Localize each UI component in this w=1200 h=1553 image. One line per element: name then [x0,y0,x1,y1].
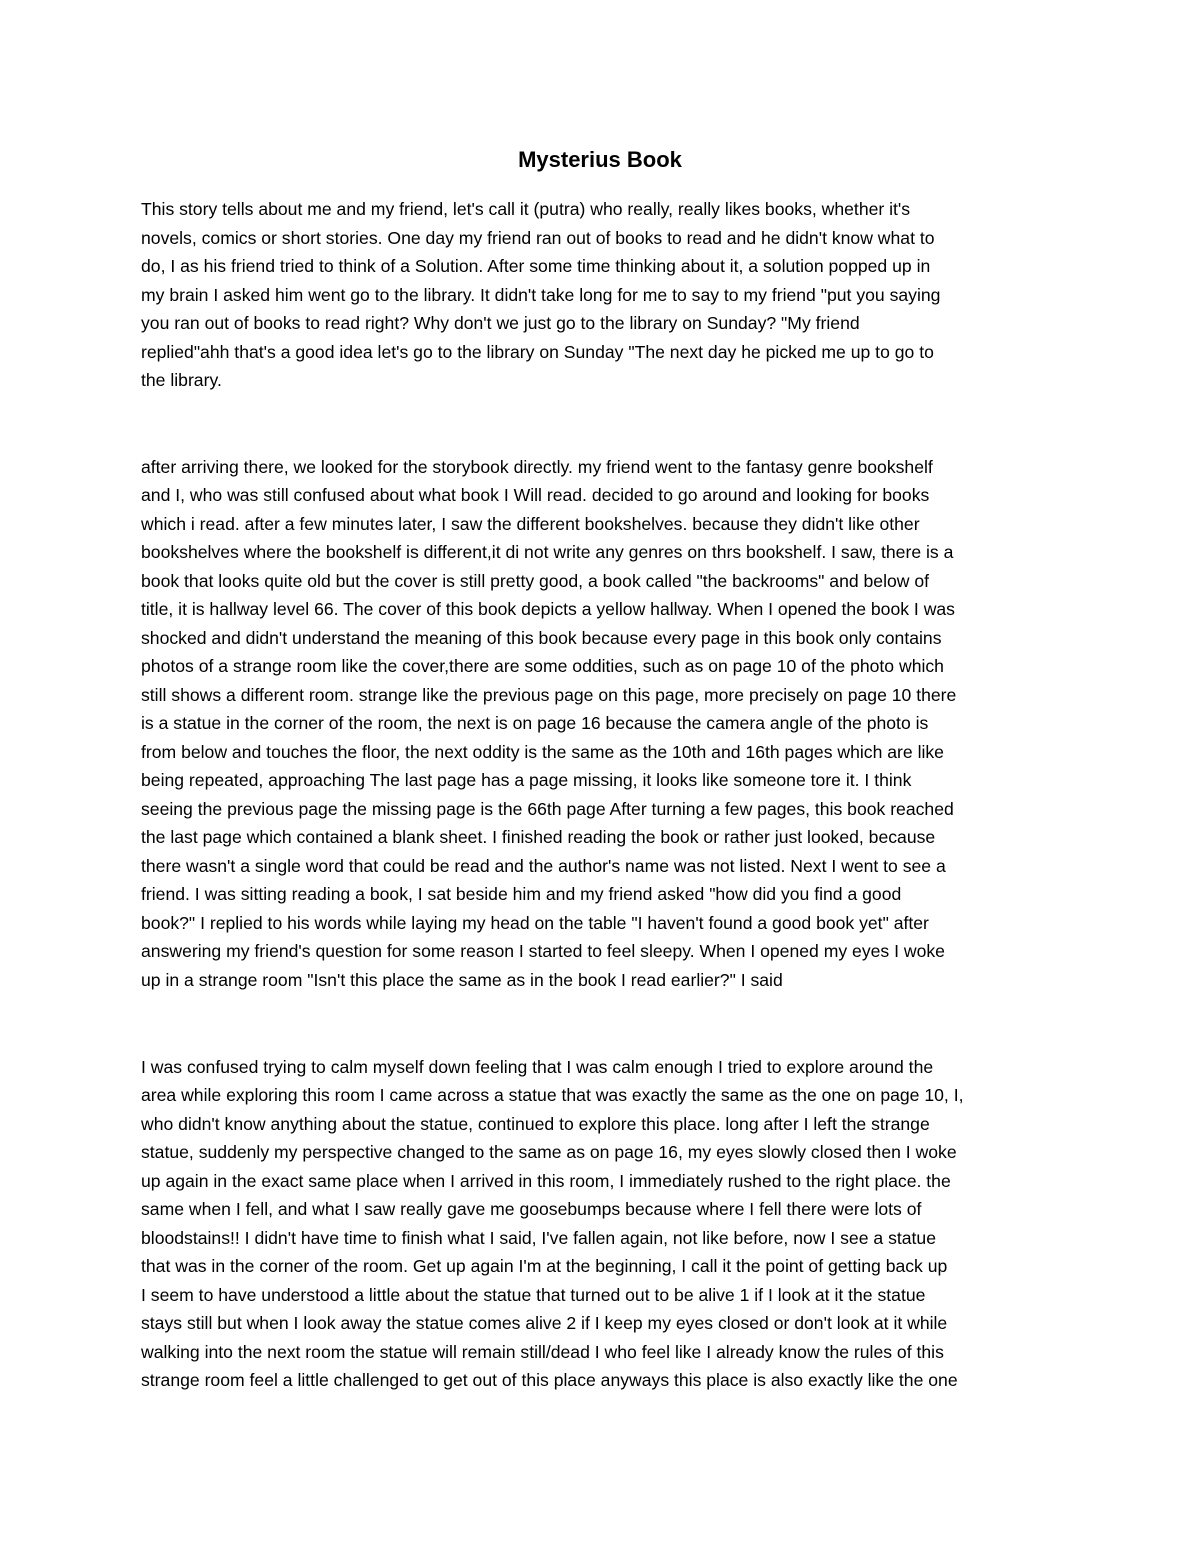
text-line: who didn't know anything about the statue, continued to explore this place. long after I left the strange [141,1114,930,1134]
text-line: seeing the previous page the missing page is the 66th page After turning a few pages, this book reached [141,799,954,819]
text-line: book that looks quite old but the cover is still pretty good, a book called "the backrooms" and below of [141,571,930,591]
text-line: being repeated, approaching The last page has a page missing, it looks like someone tore it. I think [141,770,912,790]
text-line: title, it is hallway level 66. The cover of this book depicts a yellow hallway. When I opened the book I was [141,599,955,619]
text-line: stays still but when I look away the statue comes alive 2 if I keep my eyes closed or don't look at it while [141,1313,948,1333]
text-line: and I, who was still confused about what book I Will read. decided to go around and looking for books [141,485,930,505]
text-line: bloodstains!! I didn't have time to finish what I said, I've fallen again, not like before, now I see a statue [141,1228,936,1248]
text-line: area while exploring this room I came across a statue that was exactly the same as the one on page 10, I, [141,1085,964,1105]
text-line: strange room feel a little challenged to get out of this place anyways this place is also exactly like the one [141,1370,958,1390]
text-line: still shows a different room. strange like the previous page on this page, more precisely on page 10 there [141,685,957,705]
text-line: I seem to have understood a little about the statue that turned out to be alive 1 if I look at it the statue [141,1285,926,1305]
text-line: walking into the next room the statue will remain still/dead I who feel like I already know the rules of this [141,1342,944,1362]
text-line: from below and touches the floor, the next oddity is the same as the 10th and 16th pages which are like [141,742,944,762]
text-line: I was confused trying to calm myself down feeling that I was calm enough I tried to explore around the [141,1057,934,1077]
text-line: bookshelves where the bookshelf is different,it di not write any genres on thrs bookshelf. I saw, there is a [141,542,954,562]
text-line: friend. I was sitting reading a book, I sat beside him and my friend asked "how did you find a good [141,884,902,904]
text-line: is a statue in the corner of the room, the next is on page 16 because the camera angle of the photo is [141,713,929,733]
text-line: statue, suddenly my perspective changed to the same as on page 16, my eyes slowly closed then I woke [141,1142,957,1162]
text-line: my brain I asked him went go to the library. It didn't take long for me to say to my friend "put you saying [141,285,941,305]
text-line: book?" I replied to his words while laying my head on the table "I haven't found a good book yet" after [141,913,929,933]
text-line: up in a strange room "Isn't this place the same as in the book I read earlier?" I said [141,970,783,990]
text-line: This story tells about me and my friend, let's call it (putra) who really, really likes books, whether it's [141,199,911,219]
text-line: you ran out of books to read right? Why don't we just go to the library on Sunday? "My friend [141,313,860,333]
text-line: the library. [141,370,222,390]
text-line: the last page which contained a blank sheet. I finished reading the book or rather just looked, because [141,827,936,847]
text-line: do, I as his friend tried to think of a Solution. After some time thinking about it, a solution popped up in [141,256,931,276]
text-line: replied"ahh that's a good idea let's go to the library on Sunday "The next day he picked me up to go to [141,342,934,362]
text-line: same when I fell, and what I saw really gave me goosebumps because where I fell there were lots of [141,1199,922,1219]
text-line: novels, comics or short stories. One day my friend ran out of books to read and he didn't know what to [141,228,935,248]
text-line: shocked and didn't understand the meaning of this book because every page in this book only contains [141,628,942,648]
text-line: photos of a strange room like the cover,there are some oddities, such as on page 10 of the photo which [141,656,944,676]
text-line: which i read. after a few minutes later, I saw the different bookshelves. because they didn't like other [141,514,920,534]
text-line: that was in the corner of the room. Get up again I'm at the beginning, I call it the point of getting back up [141,1256,948,1276]
text-line: there wasn't a single word that could be read and the author's name was not listed. Next I went to see a [141,856,946,876]
text-line: after arriving there, we looked for the storybook directly. my friend went to the fantasy genre bookshelf [141,457,933,477]
document-title: Mysterius Book [518,147,682,172]
text-line: up again in the exact same place when I arrived in this room, I immediately rushed to the right place. the [141,1171,951,1191]
text-line: answering my friend's question for some reason I started to feel sleepy. When I opened my eyes I woke [141,941,945,961]
